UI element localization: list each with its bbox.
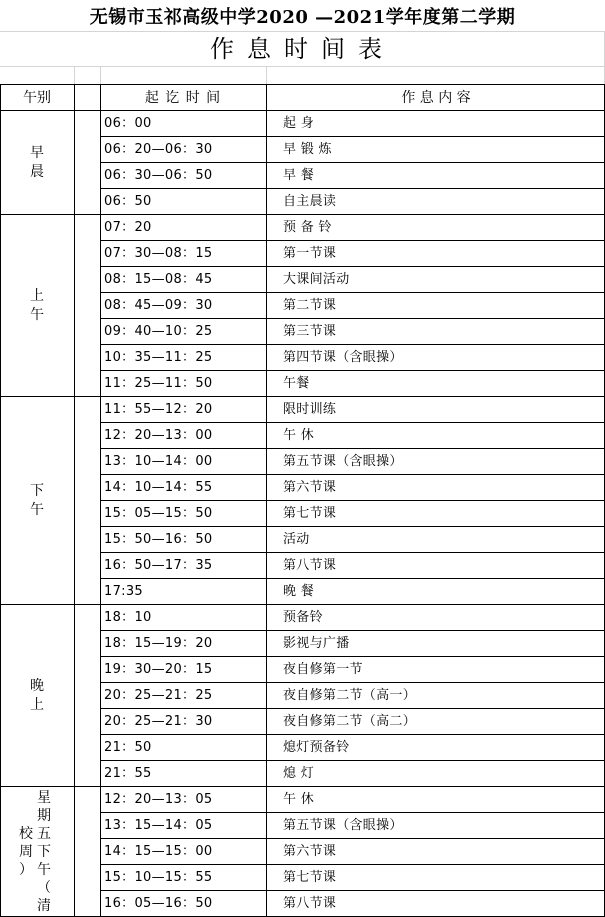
row-time: 16：50—17：35 [104,558,213,573]
friday-char: （ [37,880,51,896]
row-time: 17:35 [104,584,143,599]
row-activity: 第五节课（含眼操） [283,454,403,469]
row-activity: 第八节课 [283,558,337,573]
row-time: 13：15—14：05 [104,818,213,833]
row-time: 18：15—19：20 [104,636,213,651]
row-activity: 第四节课（含眼操） [283,350,403,365]
row-activity: 午 休 [283,792,315,807]
row-activity: 早 餐 [283,168,315,183]
row-activity: 夜自修第二节（高一） [283,688,417,703]
row-activity: 第八节课 [283,896,337,911]
row-activity: 自主晨读 [283,194,337,209]
row-time: 16：05—16：50 [104,896,213,911]
row-time: 06：50 [104,194,152,209]
page-title: 作息时间表 [210,35,395,63]
row-time: 15：05—15：50 [104,506,213,521]
period-label [4,287,70,325]
period-char: 上 [30,288,44,304]
row-activity: 第二节课 [283,298,337,313]
row-activity: 大课间活动 [283,272,350,287]
row-time: 11：25—11：50 [104,376,213,391]
period-label [4,144,70,182]
row-activity: 第七节课 [283,506,337,521]
row-time: 15：10—15：55 [104,870,213,885]
grid-line [100,84,101,917]
friday-label-col1 [36,789,52,915]
period-char: 早 [30,145,44,161]
row-activity: 熄 灯 [283,766,315,781]
row-time: 14：10—14：55 [104,480,213,495]
row-activity: 第五节课（含眼操） [283,818,403,833]
row-time: 08：45—09：30 [104,298,213,313]
grid-line [100,66,101,84]
row-activity: 熄灯预备铃 [283,740,350,755]
header-activity: 作 息 内 容 [401,90,471,106]
row-time: 18：10 [104,610,152,625]
period-char: 晨 [30,164,44,180]
friday-char: 周 [19,844,33,860]
row-time: 20：25—21：30 [104,714,213,729]
row-time: 11：55—12：20 [104,402,213,417]
row-time: 15：50—16：50 [104,532,213,547]
row-activity: 第六节课 [283,480,337,495]
row-time: 10：35—11：25 [104,350,213,365]
row-activity: 夜自修第一节 [283,662,363,677]
row-activity: 夜自修第二节（高二） [283,714,417,729]
row-activity: 第一节课 [283,246,337,261]
period-char: 晚 [30,678,44,694]
grid-line [0,31,605,32]
school-title: 无锡市玉祁高级中学2020 —2021学年度第二学期 [89,7,516,28]
row-activity: 预 备 铃 [283,220,332,235]
row-activity: 第六节课 [283,844,337,859]
friday-char: 午 [37,862,51,878]
row-time: 14：15—15：00 [104,844,213,859]
period-char: 下 [30,483,44,499]
row-time: 13：10—14：00 [104,454,213,469]
row-activity: 早 锻 炼 [283,142,332,157]
period-char: 午 [30,307,44,323]
row-time: 21：50 [104,740,152,755]
period-char: 午 [30,502,44,518]
header-time: 起 讫 时 间 [144,90,222,106]
row-time: 19：30—20：15 [104,662,213,677]
row-time: 12：20—13：00 [104,428,213,443]
period-char: 上 [30,697,44,713]
friday-char: 校 [19,826,33,842]
row-time: 06：30—06：50 [104,168,213,183]
row-activity: 第三节课 [283,324,337,339]
grid-line [74,84,75,917]
row-activity: 第七节课 [283,870,337,885]
row-activity: 午餐 [283,376,310,391]
row-activity: 限时训练 [283,402,337,417]
grid-line [100,760,605,761]
row-time: 21：55 [104,766,152,781]
row-activity: 活动 [283,532,310,547]
grid-line [266,66,267,84]
grid-line [0,84,1,917]
row-time: 09：40—10：25 [104,324,213,339]
friday-char: ） [19,862,33,878]
row-time: 12：20—13：05 [104,792,213,807]
row-activity: 预备铃 [283,610,323,625]
header-period: 午别 [23,90,51,106]
row-time: 06：20—06：30 [104,142,213,157]
row-activity: 起 身 [283,116,315,131]
grid-line [266,84,267,917]
row-activity: 晚 餐 [283,584,315,599]
grid-line [0,66,605,67]
period-label [4,677,70,715]
period-label [4,482,70,520]
friday-char: 期 [37,808,51,824]
friday-char: 下 [37,844,51,860]
friday-char: 星 [37,790,51,806]
row-time: 07：20 [104,220,152,235]
friday-char: 清 [37,898,51,914]
grid-line [74,66,75,84]
row-time: 07：30—08：15 [104,246,213,261]
friday-char: 五 [37,826,51,842]
friday-label-col2 [18,825,34,879]
row-time: 06：00 [104,116,152,131]
row-time: 08：15—08：45 [104,272,213,287]
row-time: 20：25—21：25 [104,688,213,703]
row-activity: 影视与广播 [283,636,350,651]
row-activity: 午 休 [283,428,315,443]
